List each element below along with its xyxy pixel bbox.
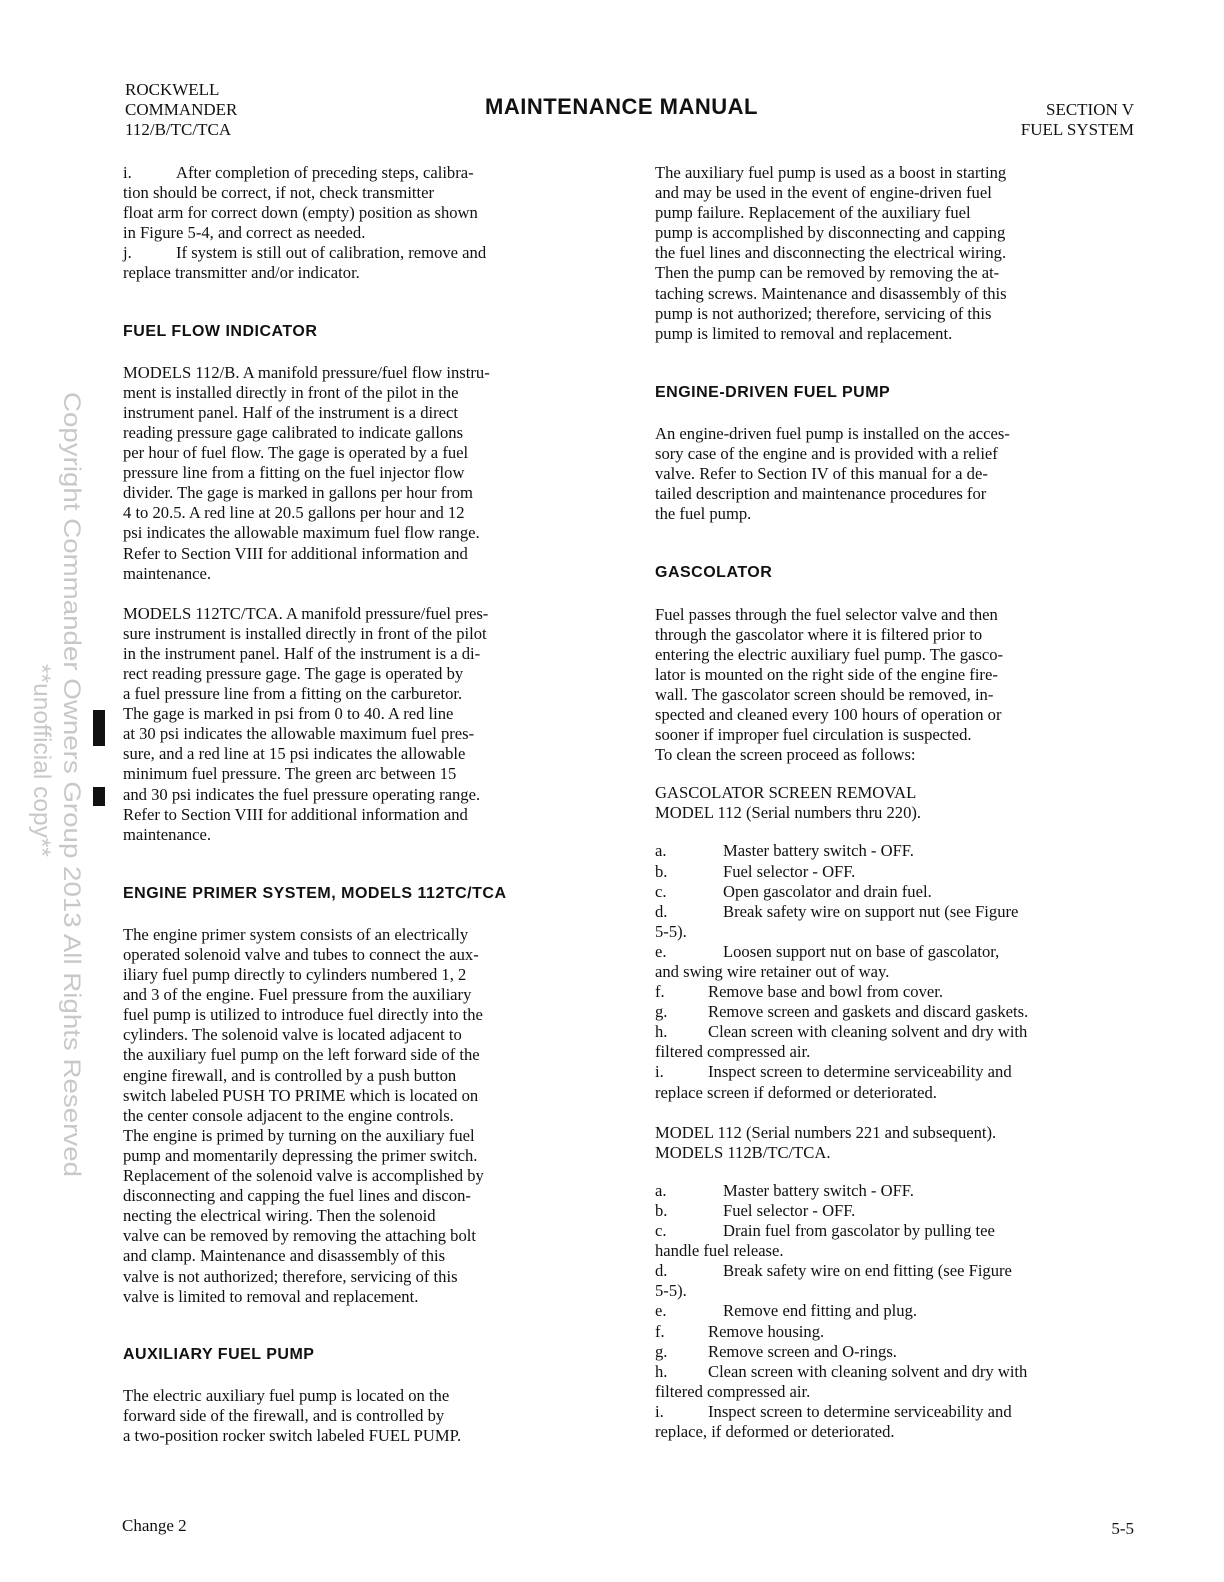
procedure-steps [655, 841, 1150, 1102]
header-models: 112/B/TC/TCA [125, 120, 232, 139]
left-column [123, 163, 628, 1446]
list-item [655, 1261, 1150, 1281]
step-text: Drain fuel from gascolator by pulling tee [723, 1221, 995, 1241]
header-product: COMMANDER [125, 100, 238, 119]
list-item [655, 1002, 1150, 1022]
step-text: Open gascolator and drain fuel. [723, 881, 932, 901]
step-continuation: handle fuel release. [655, 1241, 784, 1261]
paragraph: The auxiliary fuel pump is used as a boost in starting and may be used in the event of engine-driven fuel pump failure. Replacement of the auxiliary fuel pump is accomplished by disconnecting and capping the fuel lines and disconnecting the electrical wiring. Then the pump can be removed by removing the at- taching screws. Maintenance and disassembly of this pump is not authorized; therefore, servicing of this pump is limited to removal and replacement. [655, 163, 1007, 343]
section-heading: ENGINE PRIMER SYSTEM, MODELS 112TC/TCA [123, 884, 507, 902]
page-number: 5-5 [1111, 1519, 1134, 1538]
paragraph: MODELS 112TC/TCA. A manifold pressure/fuel pres- sure instrument is installed directly in front of the pilot in the instrument panel. Half of the instrument is a di- rect reading pressure gage. The gage is operated by a fuel pressure line from a fitting on the carburetor. The gage is marked in psi from 0 to 40. A red line at 30 psi indicates the allowable maximum fuel pres- sure, and a red line at 15 psi indicates the allowable minimum fuel pressure. The green arc between 15 and 30 psi indicates the fuel pressure operating range. Refer to Section VIII for additional information and maintenance. [123, 603, 489, 844]
step-label: e. [655, 941, 667, 961]
step-text: Remove screen and O-rings. [708, 1341, 897, 1361]
step-label: b. [655, 861, 668, 881]
list-item [655, 902, 1150, 922]
procedure-title: GASCOLATOR SCREEN REMOVAL [655, 783, 917, 803]
list-item [655, 1181, 1150, 1201]
list-item [655, 942, 1150, 962]
step-text: Master battery switch - OFF. [723, 841, 914, 861]
step-text: Clean screen with cleaning solvent and dry with [708, 1022, 1028, 1042]
step-label: d. [655, 1261, 668, 1281]
header-section: SECTION V [1046, 100, 1134, 119]
paragraph: Fuel passes through the fuel selector valve and then through the gascolator where it is filtered prior to entering the electric auxiliary fuel pump. The gasco- lator is mounted on the right side of the engine fire- wall. The gascolator screen should be removed, in- spected and cleaned every 100 hours of operation or sooner if improper fuel circulation is suspected. To clean the screen proceed as follows: [655, 604, 1004, 765]
page-title: MAINTENANCE MANUAL [485, 94, 758, 119]
list-item [655, 1342, 1150, 1362]
header-section-name: FUEL SYSTEM [1020, 120, 1134, 139]
step-label: h. [655, 1361, 668, 1381]
list-item [655, 1362, 1150, 1382]
paragraph: The electric auxiliary fuel pump is located on the forward side of the firewall, and is controlled by a two-position rocker switch labeled FUEL PUMP. [123, 1385, 462, 1445]
step-text: Fuel selector - OFF. [723, 1200, 856, 1220]
list-item [655, 982, 1150, 1002]
list-item [655, 1201, 1150, 1221]
change-number: Change 2 [122, 1516, 187, 1535]
watermark-line-1: Copyright Commander Owners Group 2013 All Rights Reserved [58, 392, 85, 1087]
step-text: After completion of preceding steps, calibra- tion should be correct, if not, check transmitter float arm for correct down (empty) position as shown in Figure 5-4, and correct as needed. [123, 163, 478, 243]
right-column [655, 163, 1150, 1442]
paragraph: The engine primer system consists of an electrically operated solenoid valve and tubes to connect the aux- iliary fuel pump directly to cylinders numbered 1, 2 and 3 of the engine. Fuel pressure from the auxiliary fuel pump is utilized to introduce fuel directly into the cylinders. The solenoid valve is located adjacent to the auxiliary fuel pump on the left forward side of the engine firewall, and is controlled by a push button switch labeled PUSH TO PRIME which is located on the center console adjacent to the engine controls. The engine is primed by turning on the auxiliary fuel pump and momentarily depressing the primer switch. Replacement of the solenoid valve is accomplished by disconnecting and capping the fuel lines and discon- necting the electrical wiring. Then the solenoid valve can be removed by removing the attaching bolt and clamp. Maintenance and disassembly of this valve is not authorized; therefore, servicing of this valve is limited to removal and replacement. [123, 924, 484, 1306]
step-text: Master battery switch - OFF. [723, 1180, 914, 1200]
step-label: g. [655, 1341, 668, 1361]
step-label: f. [655, 982, 665, 1002]
step-continuation: 5-5). [655, 921, 687, 941]
step-continuation: filtered compressed air. [655, 1042, 811, 1062]
step-text: Break safety wire on support nut (see Figure [723, 901, 1019, 921]
step-continuation: filtered compressed air. [655, 1381, 811, 1401]
section-heading: GASCOLATOR [655, 564, 773, 582]
step-text: Remove screen and gaskets and discard gaskets. [708, 1002, 1029, 1022]
change-bar [93, 787, 105, 806]
step-label: j. [123, 243, 132, 263]
list-item [655, 841, 1150, 861]
procedure-title: MODEL 112 (Serial numbers 221 and subsequent). [655, 1122, 997, 1142]
step-label: i. [655, 1401, 664, 1421]
watermark-svg [8, 392, 100, 1182]
step-continuation: replace, if deformed or deteriorated. [655, 1421, 895, 1441]
step-j-text [123, 243, 628, 283]
step-label: d. [655, 901, 668, 921]
step-continuation: 5-5). [655, 1281, 687, 1301]
step-label: a. [655, 1180, 667, 1200]
step-label: i. [123, 163, 132, 182]
step-text: Inspect screen to determine serviceability and [708, 1062, 1012, 1082]
step-label: b. [655, 1200, 668, 1220]
step-text: Inspect screen to determine serviceability and [708, 1401, 1012, 1421]
step-text: Break safety wire on end fitting (see Figure [723, 1261, 1012, 1281]
step-text: If system is still out of calibration, remove and replace transmitter and/or indicator. [123, 243, 487, 283]
paragraph: MODELS 112/B. A manifold pressure/fuel flow instru- ment is installed directly in front of the pilot in the instrument panel. Half of the instrument is a direct reading pressure gage calibrated to indicate gallons per hour of fuel flow. The gage is operated by a fuel pressure line from a fitting on the fuel injector flow divider. The gage is marked in gallons per hour from 4 to 20.5. A red line at 20.5 gallons per hour and 12 psi indicates the allowable maximum fuel flow range. Refer to Section VIII for additional information and maintenance. [123, 362, 490, 583]
list-item [655, 1301, 1150, 1321]
header-section-block [1021, 100, 1134, 140]
step-label: g. [655, 1002, 668, 1022]
procedure-steps [655, 1181, 1150, 1442]
list-item [655, 1062, 1150, 1082]
step-text: Loosen support nut on base of gascolator, [723, 941, 1000, 961]
step-text: Clean screen with cleaning solvent and dry with [708, 1361, 1028, 1381]
step-text: Fuel selector - OFF. [723, 861, 856, 881]
list-item [655, 1402, 1150, 1422]
section-heading: AUXILIARY FUEL PUMP [123, 1345, 315, 1363]
change-bar [93, 710, 105, 746]
step-continuation: replace screen if deformed or deteriorated. [655, 1082, 937, 1102]
step-label: c. [655, 1221, 667, 1241]
watermark-line-2: **unofficial copy** [28, 664, 55, 857]
header-company: ROCKWELL [125, 80, 220, 99]
procedure-subtitle: MODEL 112 (Serial numbers thru 220). [655, 803, 922, 823]
paragraph: An engine-driven fuel pump is installed on the acces- sory case of the engine and is provided with a relief valve. Refer to Section IV of this manual for a de- tailed description and maintenance procedures for the fuel pump. [655, 423, 1010, 524]
step-label: e. [655, 1301, 667, 1321]
header-model-block [125, 80, 237, 140]
copyright-watermark [8, 392, 100, 1182]
step-i-text [123, 163, 628, 243]
section-heading: ENGINE-DRIVEN FUEL PUMP [655, 383, 891, 401]
step-continuation: and swing wire retainer out of way. [655, 962, 890, 981]
step-text: Remove housing. [708, 1321, 825, 1341]
section-heading: FUEL FLOW INDICATOR [123, 322, 318, 340]
step-text: Remove base and bowl from cover. [708, 982, 944, 1002]
step-text: Remove end fitting and plug. [723, 1301, 918, 1321]
step-label: i. [655, 1062, 664, 1082]
list-item [655, 1221, 1150, 1241]
step-label: h. [655, 1022, 668, 1042]
list-item [655, 882, 1150, 902]
procedure-subtitle: MODELS 112B/TC/TCA. [655, 1142, 831, 1162]
step-label: f. [655, 1321, 665, 1341]
step-label: a. [655, 841, 667, 861]
step-label: c. [655, 881, 667, 901]
list-item [655, 1322, 1150, 1342]
list-item [655, 862, 1150, 882]
list-item [655, 1022, 1150, 1042]
